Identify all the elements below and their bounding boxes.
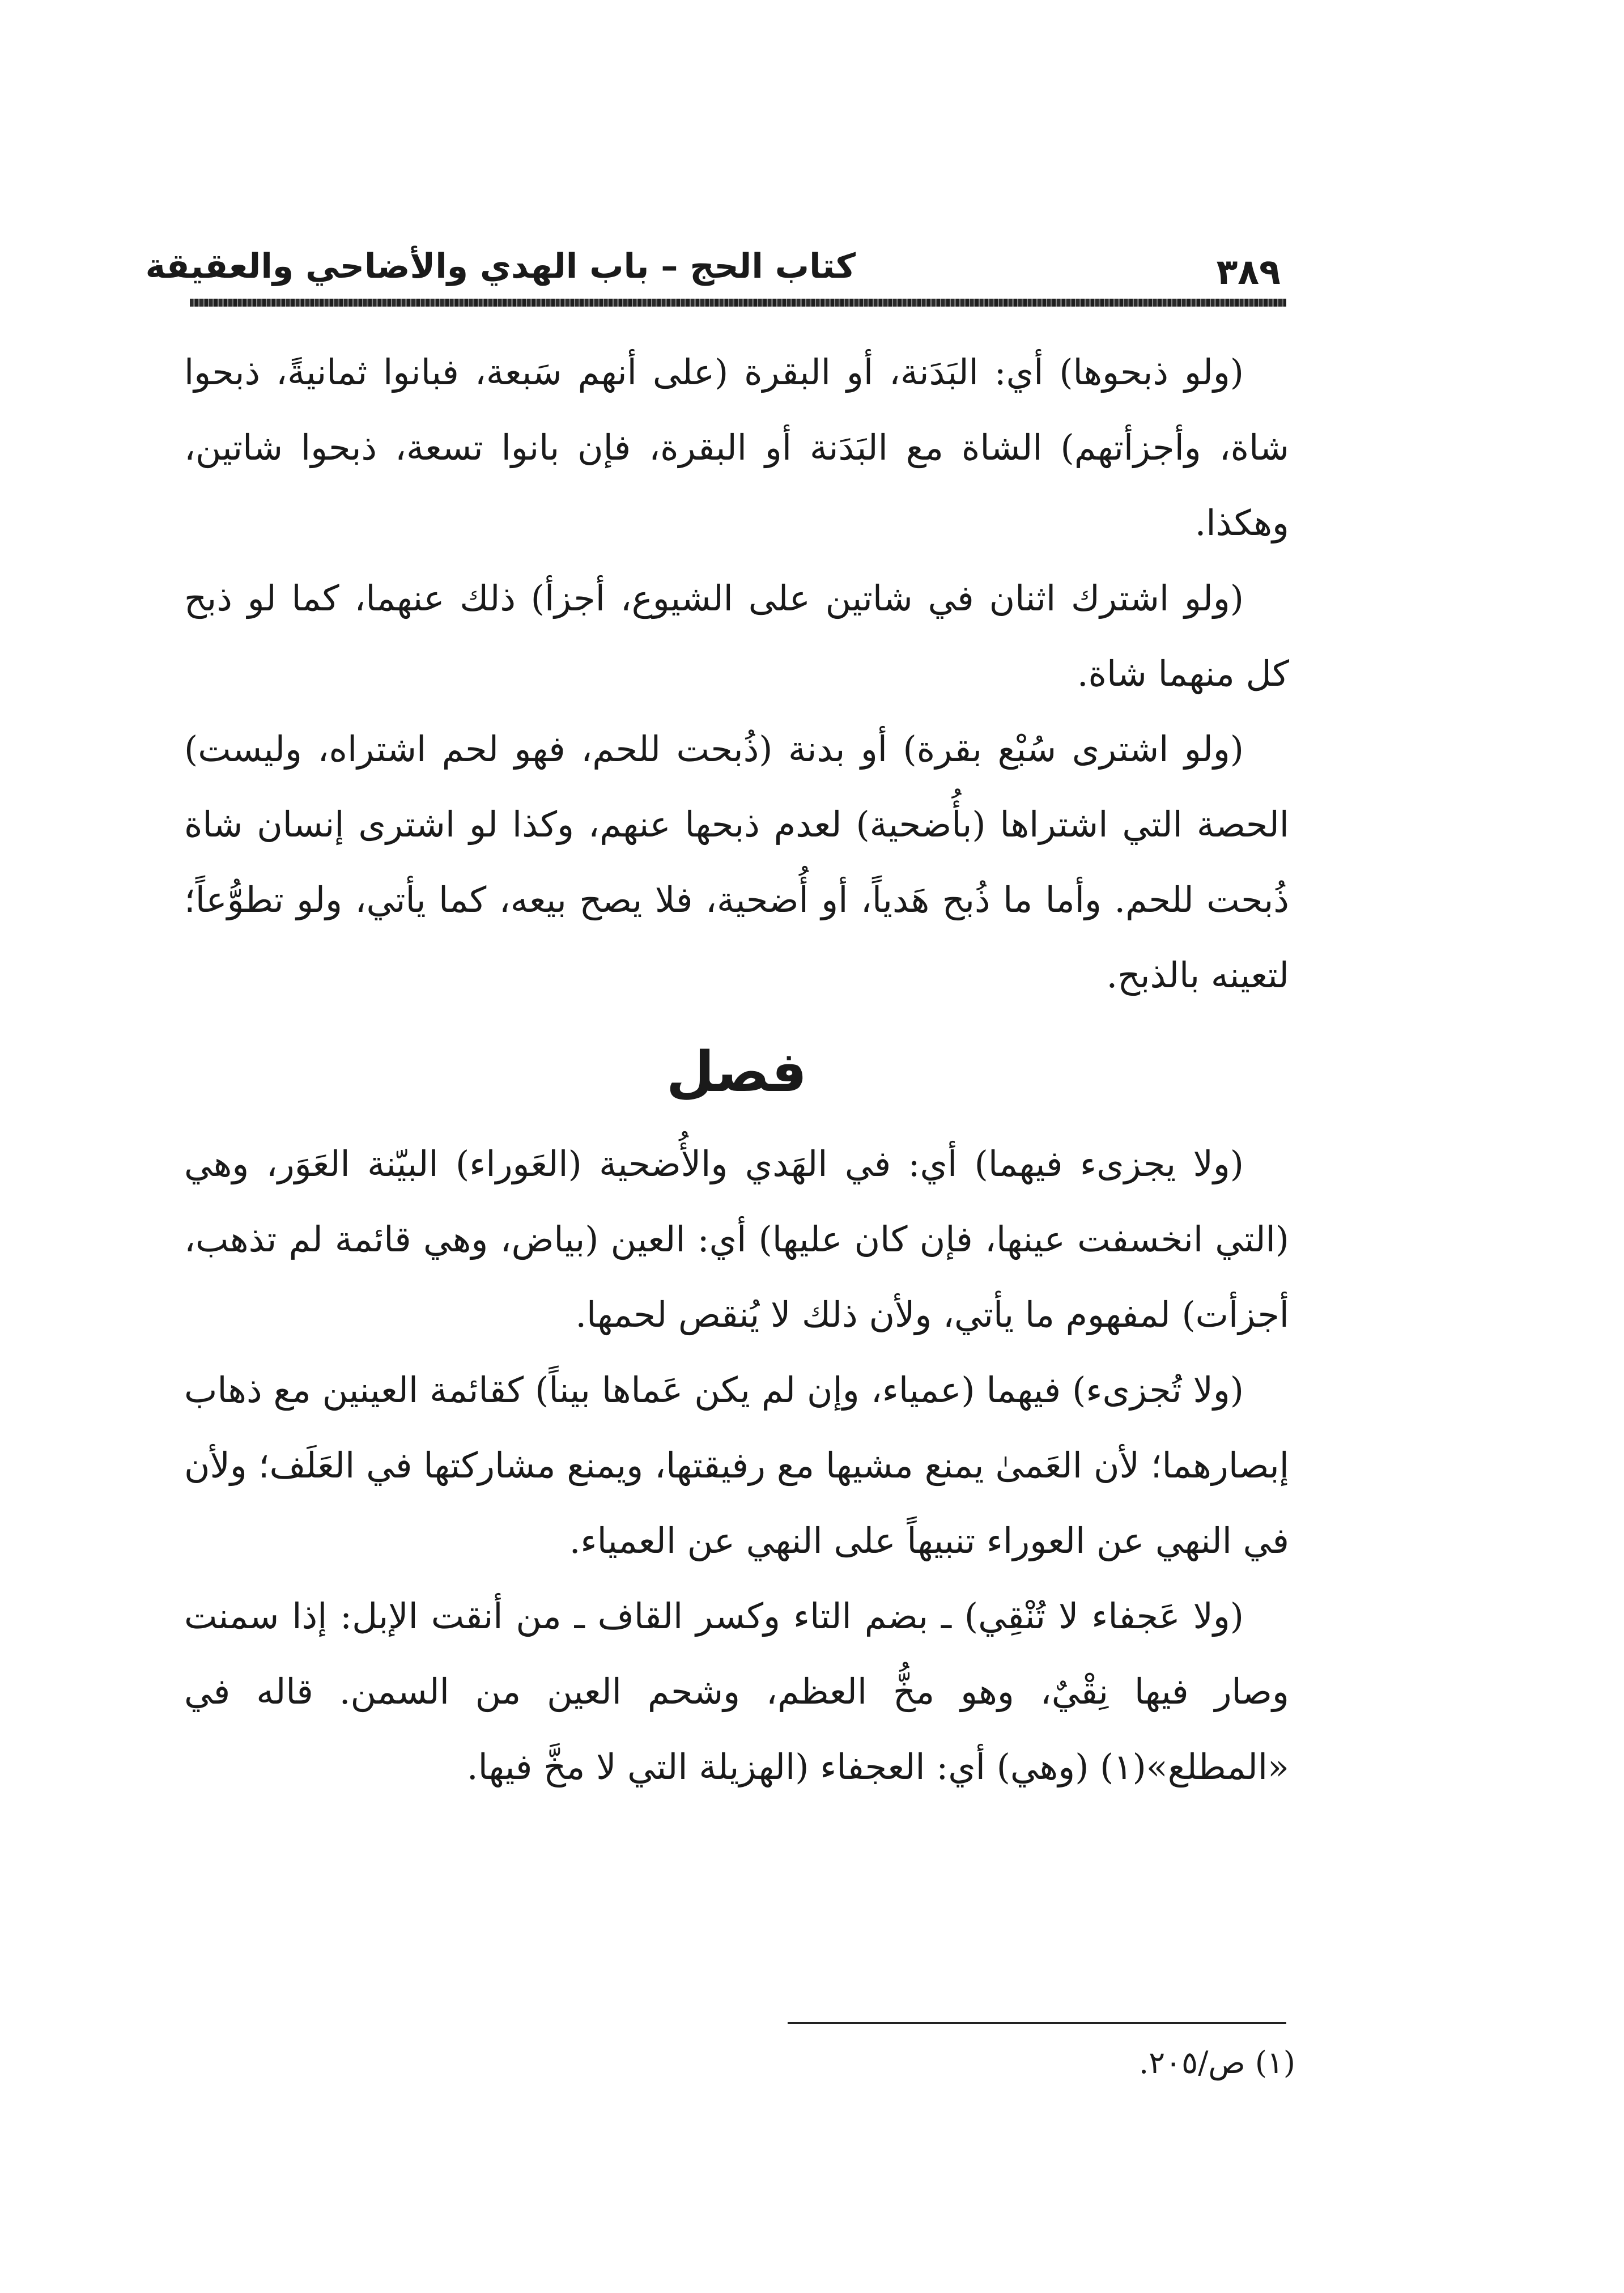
footnote: (١) ص/٢٠٥.	[1139, 2045, 1295, 2080]
section-title: فصل	[666, 1040, 807, 1105]
paragraph: (ولا تُجزىء) فيهما (عمياء، وإن لم يكن عَماها بيناً) كقائمة العينين مع ذهاب إبصارهما؛ لأن العَمىٰ يمنع مشيها مع رفيقتها، ويمنع مشاركتها في العَلَف؛ ولأن في النهي عن العوراء تنبيهاً على النهي عن العمياء.	[184, 1369, 1289, 1561]
body-text	[184, 334, 1289, 1804]
paragraph: (ولو اشترك اثنان في شاتين على الشيوع، أجزأ) ذلك عنهما، كما لو ذبح كل منهما شاة.	[184, 578, 1289, 694]
paragraph: (ولا عَجفاء لا تُنْقِي) ـ بضم التاء وكسر القاف ـ من أنقت الإبل: إذا سمنت وصار فيها نِقْيٌ، وهو مخُّ العظم، وشحم العين من السمن. قاله في «المطلع»(١) (وهي) أي: العجفاء (الهزيلة التي لا مخَّ فيها.	[184, 1595, 1289, 1787]
paragraph: (ولو اشترى سُبْع بقرة) أو بدنة (ذُبحت للحم، فهو لحم اشتراه، وليست) الحصة التي اشتراها (بأُضحية) لعدم ذبحها عنهم، وكذا لو اشترى إنسان شاة ذُبحت للحم. وأما ما ذُبح هَدياً، أو أُضحية، فلا يصح بيعه، كما يأتي، ولو تطوُّعاً؛ لتعينه بالذبح.	[184, 728, 1289, 996]
paragraph: (ولا يجزىء فيهما) أي: في الهَدي والأُضحية (العَوراء) البيّنة العَوَر، وهي (التي انخسفت عينها، فإن كان عليها) أي: العين (بياض، وهي قائمة لم تذهب، أجزأت) لمفهوم ما يأتي، ولأن ذلك لا يُنقص لحمها.	[184, 1143, 1289, 1335]
paragraph: (ولو ذبحوها) أي: البَدَنة، أو البقرة (على أنهم سَبعة، فبانوا ثمانيةً، ذبحوا شاة، وأجزأتهم) الشاة مع البَدَنة أو البقرة، فإن بانوا تسعة، ذبحوا شاتين، وهكذا.	[184, 351, 1289, 543]
header-rule	[190, 299, 1286, 307]
page-header	[145, 241, 1281, 292]
page-number: ٣٨٩	[1216, 251, 1281, 292]
running-title: كتاب الحج – باب الهدي والأضاحي والعقيقة	[145, 247, 856, 286]
footnote-rule	[788, 2022, 1286, 2024]
